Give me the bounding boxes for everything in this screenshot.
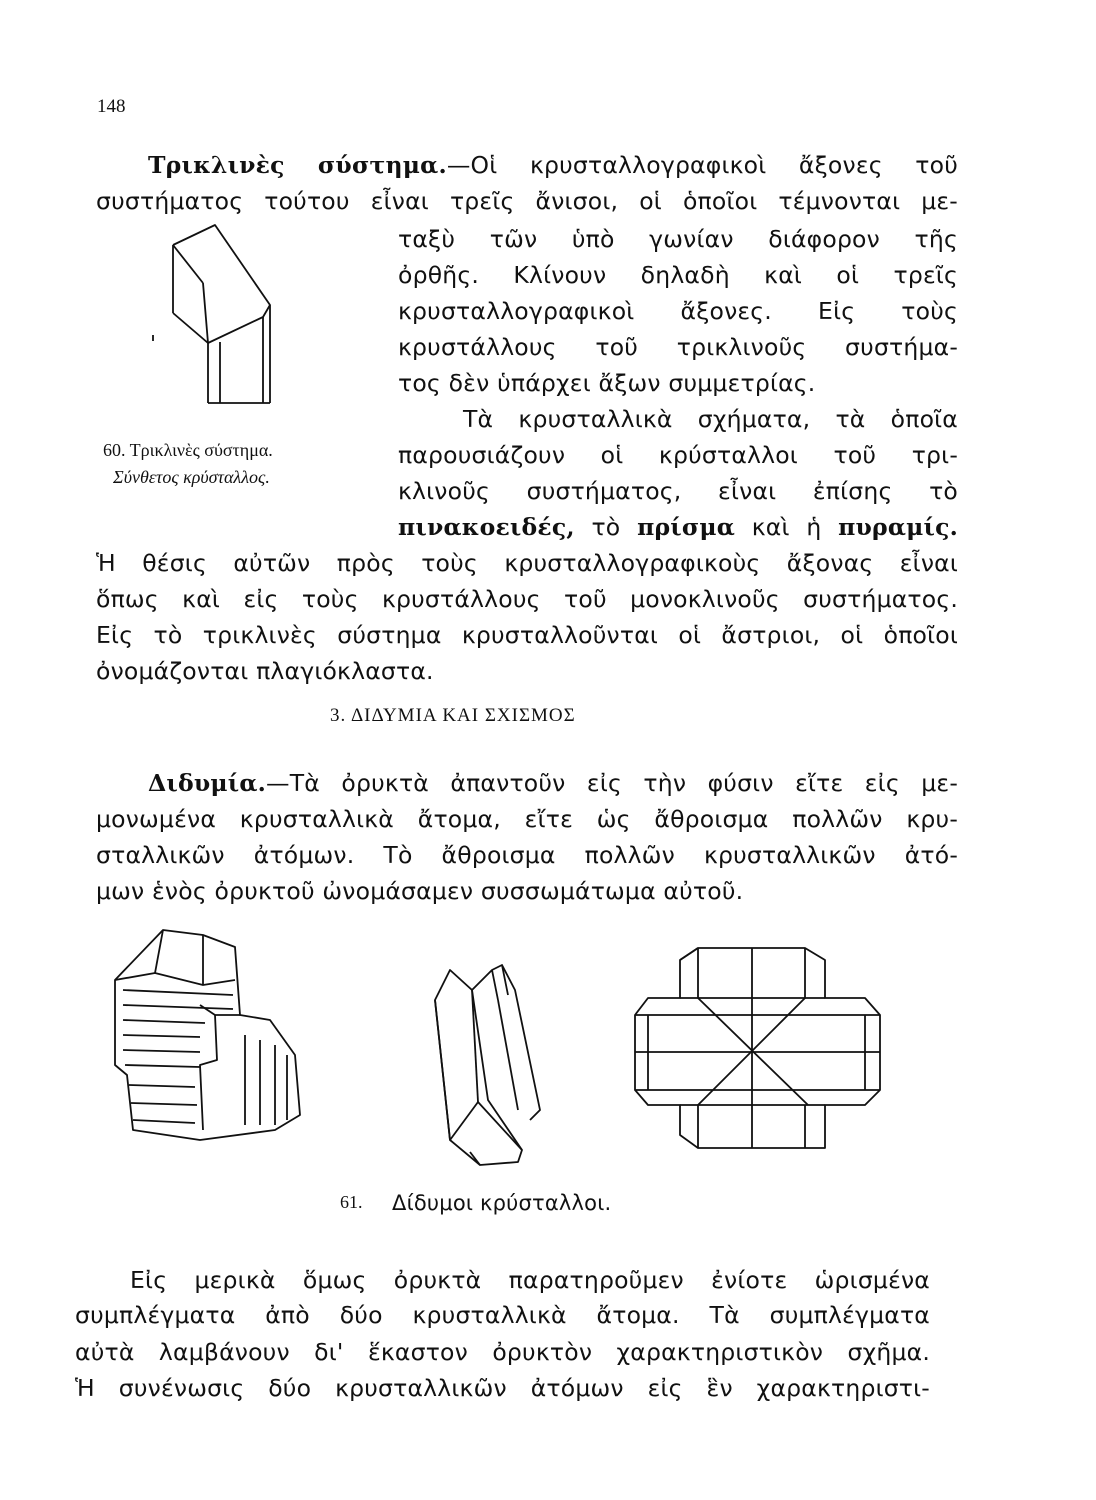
- body-line: Ἡ θέσις αὐτῶν πρὸς τοὺς κρυσταλλογραφικοὺς ἄξονας εἶναι: [96, 549, 958, 577]
- figure-61-caption-number: 61.: [340, 1192, 363, 1212]
- section-heading-twinning: 3. ΔΙΔΥΜΙΑ ΚΑΙ ΣΧΙΣΜΟΣ: [330, 705, 576, 726]
- body-line: Εἰς τὸ τρικλινὲς σύστημα κρυσταλλοῦνται οἱ ἄστριοι, οἱ ὁποῖοι: [96, 621, 958, 649]
- figure-60-caption-line-1: 60. Τρικλινὲς σύστημα.: [103, 440, 273, 460]
- figure-60-triclinic-crystal: [165, 225, 285, 415]
- body-line-forms: [398, 512, 958, 542]
- body-line: Ἡ συνένωσις δύο κρυσταλλικῶν ἀτόμων εἰς ἓν χαρακτηριστι-: [75, 1374, 930, 1402]
- figure-61-twin-crystal-middle: [430, 960, 550, 1180]
- body-line: μων ἑνὸς ὀρυκτοῦ ὠνομάσαμεν συσσωμάτωμα αὐτοῦ.: [96, 877, 744, 905]
- section-title-twinning: Διδυμία.: [148, 769, 267, 797]
- body-line: συστήματος τούτου εἶναι τρεῖς ἄνισοι, οἱ ὁποῖοι τέμνονται με-: [96, 187, 958, 215]
- body-line: σταλλικῶν ἀτόμων. Τὸ ἄθροισμα πολλῶν κρυσταλλικῶν ἀτό-: [96, 841, 958, 869]
- body-line: τος δὲν ὑπάρχει ἄξων συμμετρίας.: [398, 369, 816, 397]
- body-line: Εἰς μερικὰ ὅμως ὀρυκτὰ παρατηροῦμεν ἐνίοτε ὡρισμένα: [130, 1266, 930, 1294]
- term-pyramis: πυραμίς.: [838, 513, 958, 541]
- section-twinning-line-1: [148, 768, 958, 798]
- section-title-triclinic: Τρικλινὲς σύστημα.: [148, 151, 447, 179]
- body-line: παρουσιάζουν οἱ κρύσταλλοι τοῦ τρι-: [398, 441, 958, 469]
- figure-61-twin-crystal-left: [105, 925, 305, 1145]
- section-triclinic-line-1: [148, 150, 958, 180]
- body-line: μονωμένα κρυσταλλικὰ ἄτομα, εἴτε ὡς ἄθροισμα πολλῶν κρυ-: [96, 805, 958, 833]
- text-span: —Τὰ ὀρυκτὰ ἀπαντοῦν εἰς τὴν φύσιν εἴτε εἰς με-: [266, 769, 958, 797]
- figure-60-caption-line-2: Σύνθετος κρύσταλλος.: [113, 467, 270, 487]
- text-span: καὶ ἡ: [735, 513, 839, 541]
- figure-61-caption-text: Δίδυμοι κρύσταλλοι.: [392, 1191, 612, 1215]
- body-line: συμπλέγματα ἀπὸ δύο κρυσταλλικὰ ἄτομα. Τὰ συμπλέγματα: [75, 1301, 930, 1329]
- body-line: ὅπως καὶ εἰς τοὺς κρυστάλλους τοῦ μονοκλινοῦς συστήματος.: [96, 585, 958, 613]
- body-line: κλινοῦς συστήματος, εἶναι ἐπίσης τὸ: [398, 477, 958, 505]
- body-line: ὀνομάζονται πλαγιόκλαστα.: [96, 657, 434, 685]
- body-line: αὐτὰ λαμβάνουν δι' ἕκαστον ὀρυκτὸν χαρακτηριστικὸν σχῆμα.: [75, 1338, 930, 1366]
- body-line: ὀρθῆς. Κλίνουν δηλαδὴ καὶ οἱ τρεῖς: [398, 261, 958, 289]
- term-pinakoeides: πινακοειδές,: [398, 513, 575, 541]
- body-line: κρυσταλλογραφικοὶ ἄξονες. Εἰς τοὺς: [398, 297, 958, 325]
- text-span: —Οἱ κρυσταλλογραφικοὶ ἄξονες τοῦ: [446, 151, 958, 179]
- body-line: ταξὺ τῶν ὑπὸ γωνίαν διάφορον τῆς: [398, 225, 958, 253]
- page-number: 148: [97, 96, 126, 117]
- term-prisma: πρίσμα: [637, 513, 736, 541]
- figure-61-twin-crystal-cross: [630, 940, 890, 1160]
- body-line: κρυστάλλους τοῦ τρικλινοῦς συστήμα-: [398, 333, 958, 361]
- body-line: Τὰ κρυσταλλικὰ σχήματα, τὰ ὁποῖα: [463, 405, 958, 433]
- text-span: τὸ: [574, 513, 638, 541]
